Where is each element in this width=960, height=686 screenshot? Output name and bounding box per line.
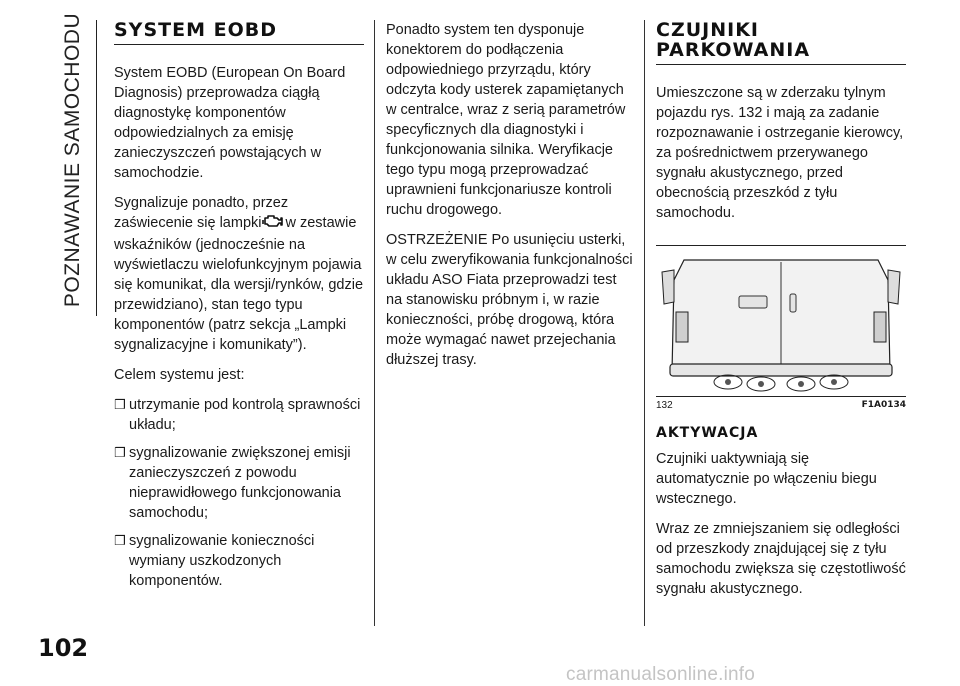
figure-van-rear-illustration — [656, 245, 906, 396]
eobd-paragraph-2-start: Sygnalizuje ponadto, przez zaświecenie się lampki — [114, 195, 289, 231]
eobd-connector-paragraph: Ponadto system ten dysponuje konektorem do podłączenia odpowiedniego przyrządu, który odczyta kody usterek zapamiętanych w centralce, wraz z serią parametrów specyficznych dla diagnostyki i funkcjonowania silnika. Weryfikacje tego typu mogą przeprowadzać uprawnieni funkcjonariusze kontroli ruchu drogowego. — [386, 22, 626, 218]
heading-activation: AKTYWACJA — [656, 425, 759, 441]
eobd-paragraph-3: Celem systemu jest: — [114, 367, 245, 383]
eobd-paragraph-2 — [114, 193, 364, 355]
list-item-text: sygnalizowanie konieczności wymiany uszkodzonych komponentów. — [129, 533, 315, 589]
eobd-paragraph-2-end: w zestawie wskaźników (jednocześnie na wyświetlaczu wielofunkcyjnym pojawia się komunikat, dla wersji/rynków, gdzie przewidziano), stan tego typu komponentów (patrz sekcja „Lampki sygnalizacyjne i komunikaty”). — [114, 215, 364, 353]
column-divider-1 — [374, 20, 375, 626]
section-side-label — [38, 0, 108, 320]
warning-paragraph: OSTRZEŻENIE Po usunięciu usterki, w celu zweryfikowania funkcjonalności układu ASO Fiata przeprowadzi test na stanowisku próbnym i, w razie konieczności, próbę drogową, która może wymagać nawet przejechania dłuższej trasy. — [386, 232, 633, 368]
heading-line-2: PARKOWANIA — [656, 39, 811, 61]
eobd-paragraph-1: System EOBD (European On Board Diagnosis) przeprowadza ciągłą diagnostykę komponentów odpowiedzialnych za emisję zanieczyszczeń powstających w samochodzie. — [114, 65, 346, 181]
list-item — [114, 443, 364, 523]
list-item-text: utrzymanie pod kontrolą sprawności układu; — [129, 397, 361, 433]
heading-line-1: CZUJNIKI — [656, 19, 759, 41]
figure-code: F1A0134 — [861, 400, 906, 410]
bullet-box-icon: ❒ — [114, 397, 126, 412]
bullet-box-icon: ❒ — [114, 445, 126, 460]
eobd-goals-list — [114, 395, 364, 591]
column-eobd-continued — [386, 20, 634, 380]
list-item — [114, 395, 364, 435]
page-number: 102 — [38, 634, 89, 662]
bullet-box-icon: ❒ — [114, 533, 126, 548]
engine-warning-icon — [262, 213, 284, 235]
list-item — [114, 531, 364, 591]
heading-parking-sensors — [656, 20, 906, 65]
figure-number: 132 — [656, 400, 673, 411]
figure-caption — [656, 396, 906, 411]
parking-sensors-paragraph: Umieszczone są w zderzaku tylnym pojazdu rys. 132 i mają za zadanie rozpoznawanie i ostrzeganie kierowcy, za pośrednictwem przerywanego sygnału akustycznego, przed obecnością przeszkód z tyłu samochodu. — [656, 85, 904, 221]
column-eobd — [114, 20, 364, 599]
van-rear-drawing — [656, 252, 906, 396]
activation-paragraph-2: Wraz ze zmniejszaniem się odległości od przeszkody znajdującej się z tyłu samochodu zwiększa się częstotliwość sygnału akustycznego. — [656, 521, 906, 597]
activation-paragraph-1: Czujniki uaktywniają się automatycznie po włączeniu biegu wstecznego. — [656, 451, 877, 507]
side-divider — [96, 20, 97, 316]
column-divider-2 — [644, 20, 645, 626]
section-side-label-text: POZNAWANIE SAMOCHODU — [61, 12, 84, 308]
column-parking-sensors — [656, 20, 906, 609]
list-item-text: sygnalizowanie zwiększonej emisji zanieczyszczeń z powodu nieprawidłowego funkcjonowania samochodu; — [129, 445, 351, 521]
watermark-text: carmanualsonline.info — [566, 664, 756, 685]
heading-system-eobd: SYSTEM EOBD — [114, 20, 364, 45]
